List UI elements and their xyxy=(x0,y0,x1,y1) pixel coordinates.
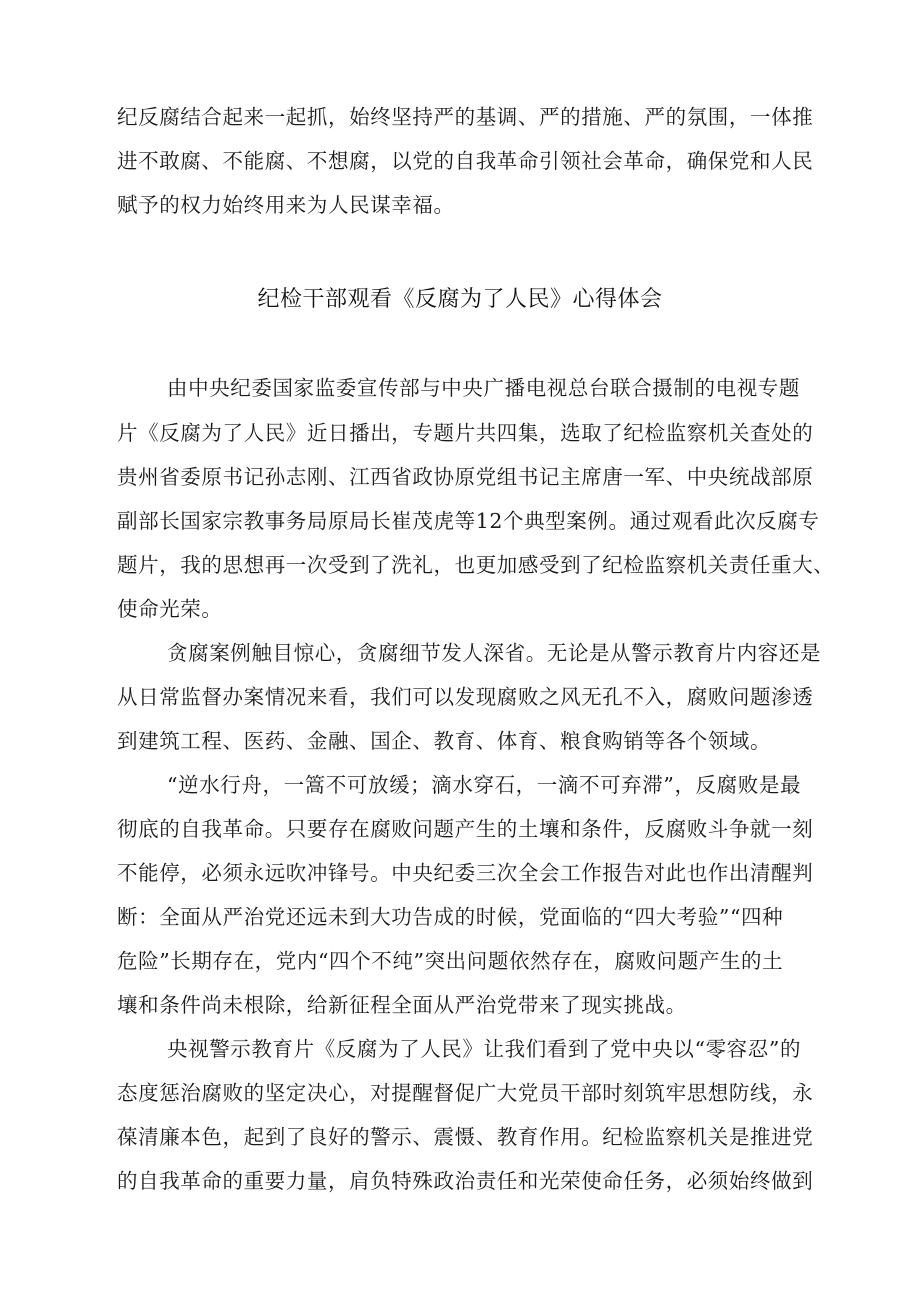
paragraph-line: 贵州省委原书记孙志刚、江西省政协原党组书记主席唐一军、中央统战部原 xyxy=(117,465,814,489)
intro-line: 进不敢腐、不能腐、不想腐，以党的自我革命引领社会革命，确保党和人民 xyxy=(117,149,814,173)
paragraph-line: 题片，我的思想再一次受到了洗礼，也更加感受到了纪检监察机关责任重大、 xyxy=(117,553,835,577)
paragraph-line: 贪腐案例触目惊心，贪腐细节发人深省。无论是从警示教育片内容还是 xyxy=(167,641,822,665)
paragraph-line: 壤和条件尚未根除，给新征程全面从严治党带来了现实挑战。 xyxy=(117,993,687,1017)
intro-line: 纪反腐结合起来一起抓，始终坚持严的基调、严的措施、严的氛围，一体推 xyxy=(117,105,814,129)
paragraph-line: 危险”长期存在，党内“四个不纯”突出问题依然存在，腐败问题产生的土 xyxy=(117,949,784,973)
paragraph-line: 态度惩治腐败的坚定决心，对提醒督促广大党员干部时刻筑牢思想防线，永 xyxy=(117,1081,814,1105)
paragraph-line: 副部长国家宗教事务局原局长崔茂虎等12个典型案例。通过观看此次反腐专 xyxy=(117,509,820,533)
paragraph-line: 不能停，必须永远吹冲锋号。中央纪委三次全会工作报告对此也作出清醒判 xyxy=(117,861,814,885)
paragraph-line: 断：全面从严治党还远未到大功告成的时候，党面临的“四大考验”“四种 xyxy=(117,905,784,929)
paragraph-line: 由中央纪委国家监委宣传部与中央广播电视总台联合摄制的电视专题 xyxy=(167,376,800,400)
intro-line: 赋予的权力始终用来为人民谋幸福。 xyxy=(117,193,455,217)
paragraph-line: 到建筑工程、医药、金融、国企、教育、体育、粮食购销等各个领域。 xyxy=(117,729,772,753)
paragraph-line: 的自我革命的重要力量，肩负特殊政治责任和光荣使命任务，必须始终做到 xyxy=(117,1169,814,1193)
paragraph-line: 片《反腐为了人民》近日播出，专题片共四集，选取了纪检监察机关查处的 xyxy=(117,421,814,445)
document-title: 纪检干部观看《反腐为了人民》心得体会 xyxy=(257,287,663,312)
paragraph-line: 使命光荣。 xyxy=(117,597,223,621)
paragraph-line: 葆清廉本色，起到了良好的警示、震慑、教育作用。纪检监察机关是推进党 xyxy=(117,1125,814,1149)
paragraph-line: “逆水行舟，一篙不可放缓；滴水穿石，一滴不可弃滞”，反腐败是最 xyxy=(167,773,802,797)
paragraph-line: 彻底的自我革命。只要存在腐败问题产生的土壤和条件，反腐败斗争就一刻 xyxy=(117,817,814,841)
paragraph-line: 从日常监督办案情况来看，我们可以发现腐败之风无孔不入，腐败问题渗透 xyxy=(117,685,814,709)
paragraph-line: 央视警示教育片《反腐为了人民》让我们看到了党中央以“零容忍”的 xyxy=(167,1037,802,1061)
